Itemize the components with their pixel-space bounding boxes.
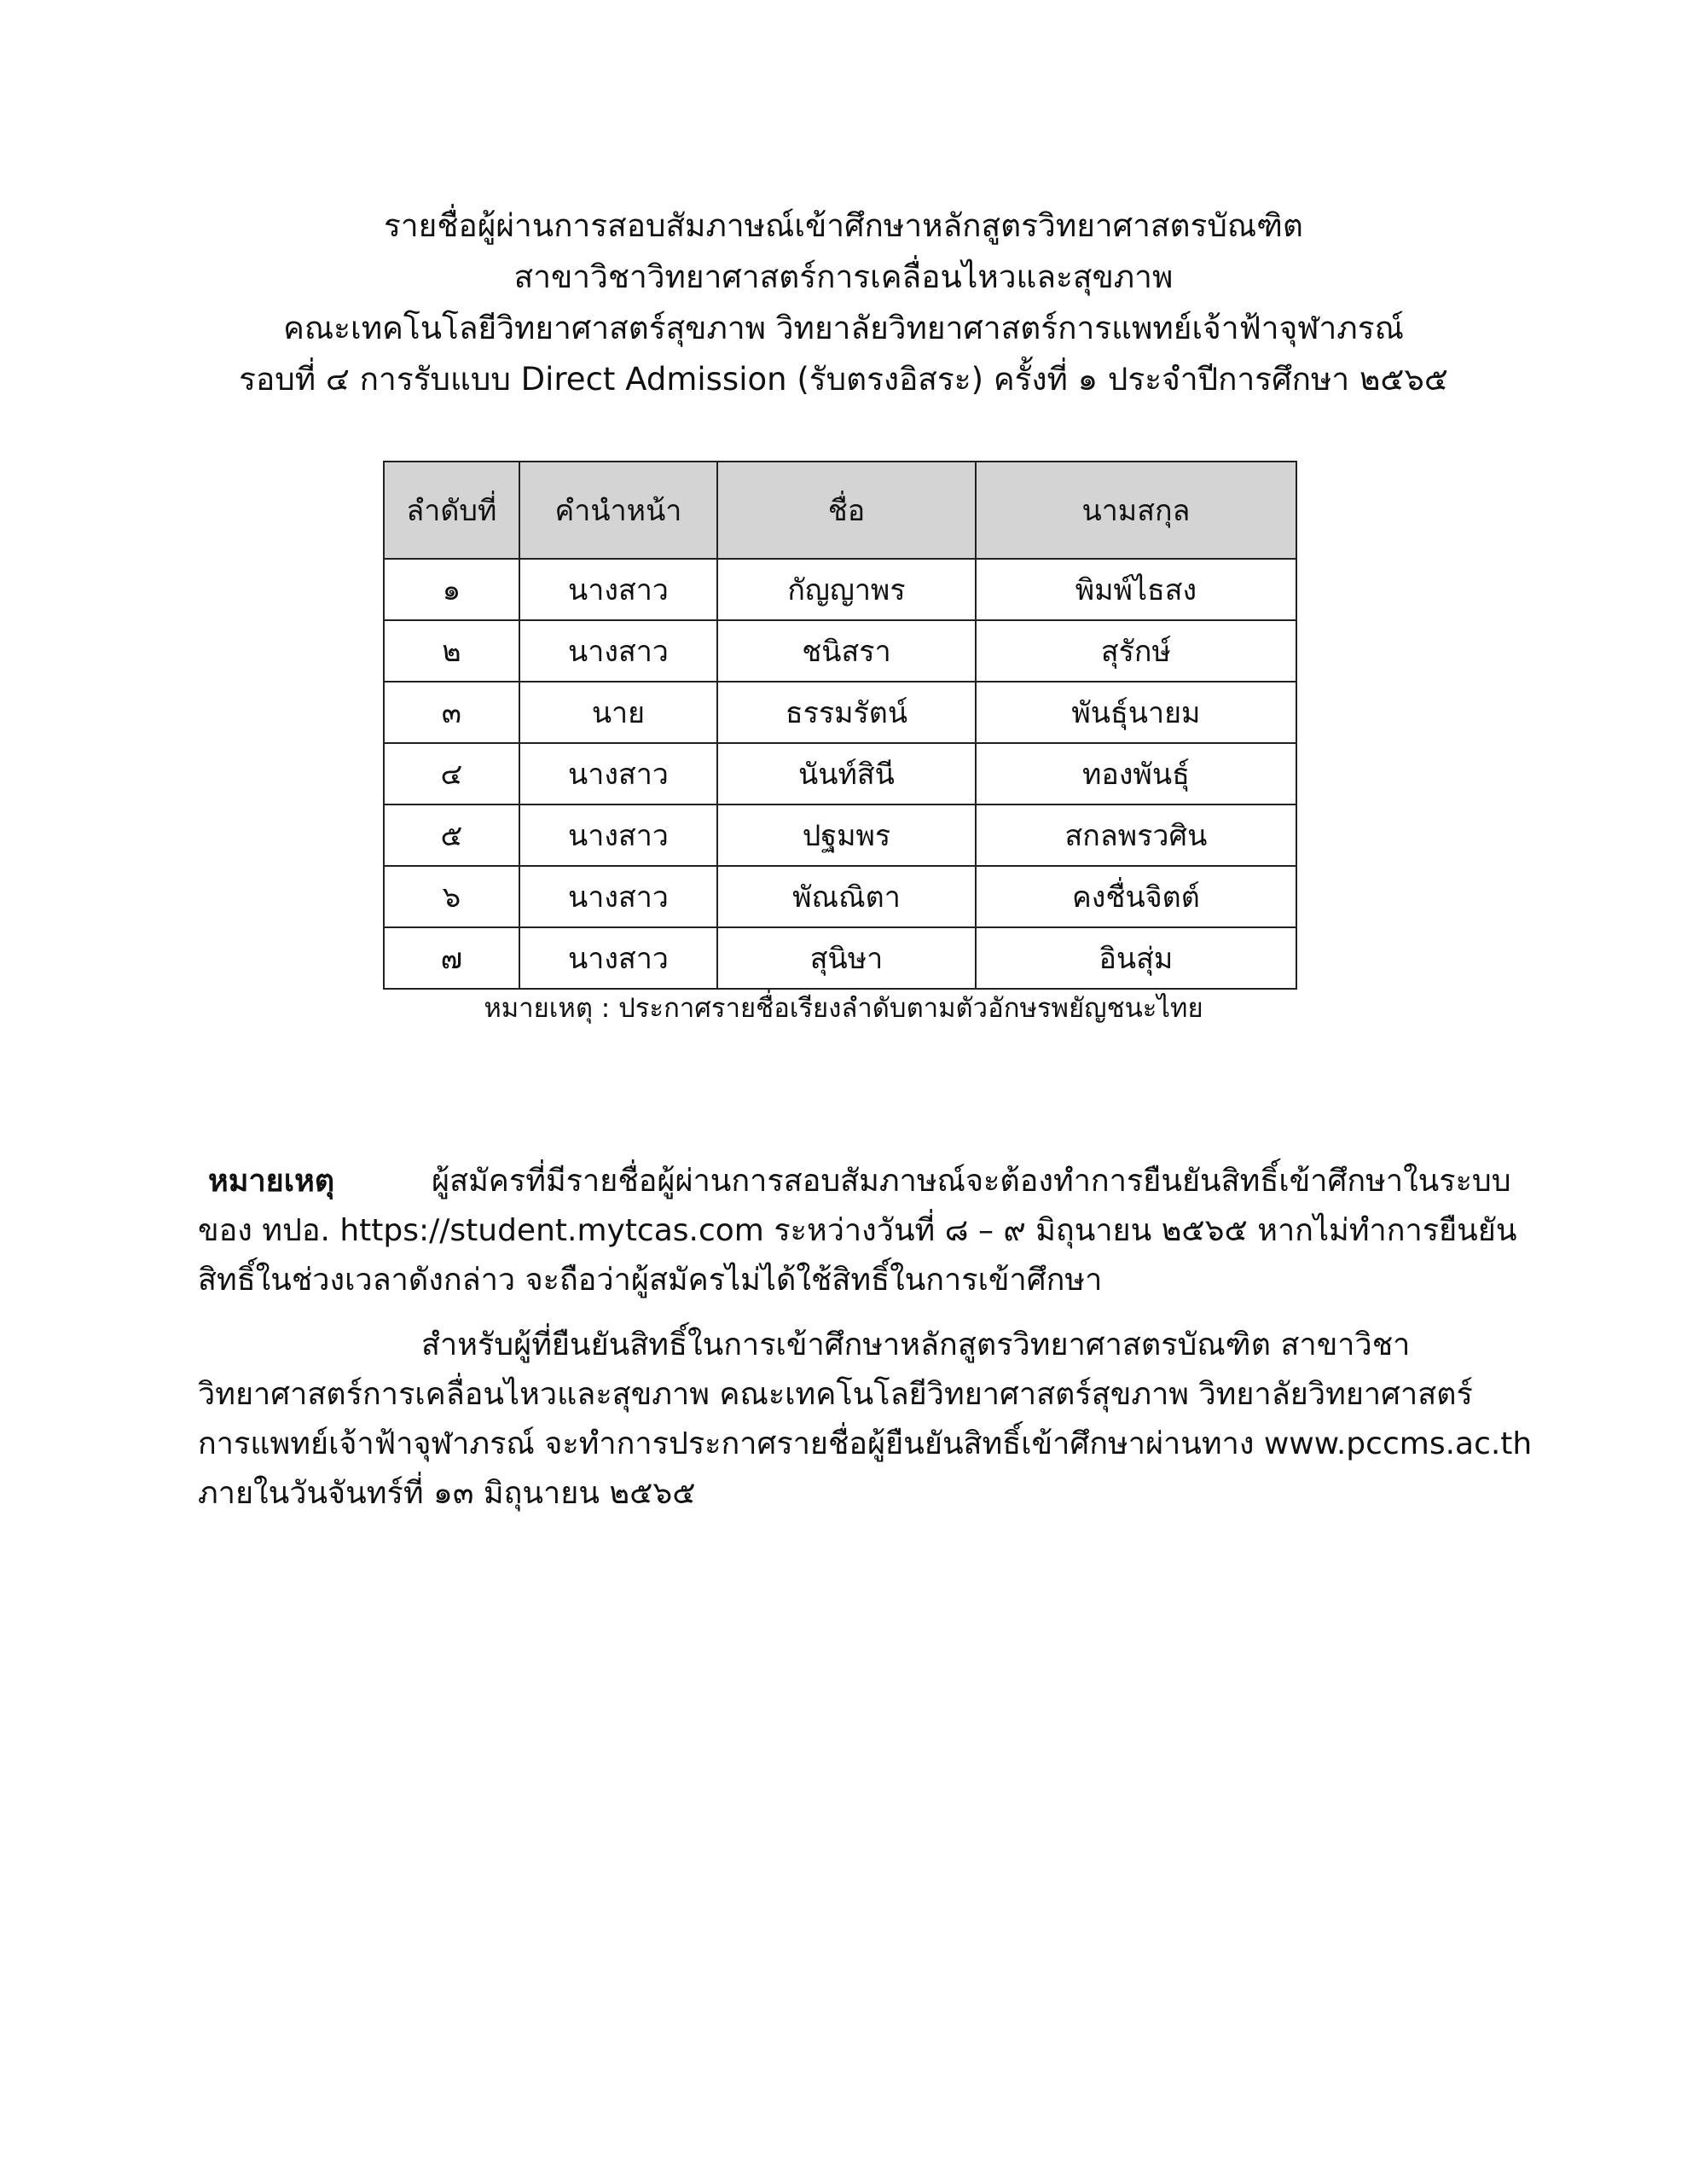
table-row bbox=[384, 927, 1296, 989]
cell-first-name: ธรรมรัตน์ bbox=[717, 682, 976, 743]
table-row bbox=[384, 804, 1296, 866]
remark-paragraph-2-line-3: การแพทย์เจ้าฟ้าจุฬาภรณ์ จะทำการประกาศรายชื่อผู้ยืนยันสิทธิ์เข้าศึกษาผ่านทาง www.pccms.ac.th bbox=[198, 1426, 1533, 1461]
cell-prefix: นางสาว bbox=[519, 559, 717, 620]
remark-paragraph-1-line-1 bbox=[198, 1157, 1511, 1206]
cell-first-name: นันท์สินี bbox=[717, 743, 976, 804]
cell-order: ๓ bbox=[384, 682, 519, 743]
cell-order: ๔ bbox=[384, 743, 519, 804]
column-header-last-name: นามสกุล bbox=[976, 462, 1296, 559]
table-row bbox=[384, 620, 1296, 682]
cell-first-name: ชนิสรา bbox=[717, 620, 976, 682]
cell-prefix: นางสาว bbox=[519, 866, 717, 927]
title-line-2: สาขาวิชาวิทยาศาสตร์การเคลื่อนไหวและสุขภาพ bbox=[513, 258, 1174, 295]
table-row bbox=[384, 682, 1296, 743]
cell-prefix: นางสาว bbox=[519, 804, 717, 866]
title-line-1: รายชื่อผู้ผ่านการสอบสัมภาษณ์เข้าศึกษาหลักสูตรวิทยาศาสตรบัณฑิต bbox=[384, 207, 1303, 244]
cell-order: ๕ bbox=[384, 804, 519, 866]
table-row bbox=[384, 866, 1296, 927]
cell-first-name: สุนิษา bbox=[717, 927, 976, 989]
table-footnote: หมายเหตุ : ประกาศรายชื่อเรียงลำดับตามตัวอักษรพยัญชนะไทย bbox=[484, 993, 1203, 1024]
remark-paragraph-2-line-4: ภายในวันจันทร์ที่ ๑๓ มิถุนายน ๒๕๖๕ bbox=[198, 1476, 696, 1511]
remark-paragraph-2-line-1: สำหรับผู้ที่ยืนยันสิทธิ์ในการเข้าศึกษาหลักสูตรวิทยาศาสตรบัณฑิต สาขาวิชา bbox=[421, 1327, 1411, 1362]
cell-prefix: นางสาว bbox=[519, 927, 717, 989]
cell-prefix: นางสาว bbox=[519, 743, 717, 804]
title-line-4: รอบที่ ๔ การรับแบบ Direct Admission (รับตรงอิสระ) ครั้งที่ ๑ ประจำปีการศึกษา ๒๕๖๕ bbox=[239, 361, 1448, 398]
cell-last-name: พิมพ์ไธสง bbox=[976, 559, 1296, 620]
remark-paragraph-1-line-3: สิทธิ์ในช่วงเวลาดังกล่าว จะถือว่าผู้สมัครไม่ได้ใช้สิทธิ์ในการเข้าศึกษา bbox=[198, 1263, 1103, 1298]
cell-last-name: อินสุ่ม bbox=[976, 927, 1296, 989]
remark-paragraph-2-line-2: วิทยาศาสตร์การเคลื่อนไหวและสุขภาพ คณะเทคโนโลยีวิทยาศาสตร์สุขภาพ วิทยาลัยวิทยาศาสตร์ bbox=[198, 1377, 1473, 1412]
cell-order: ๗ bbox=[384, 927, 519, 989]
cell-prefix: นาย bbox=[519, 682, 717, 743]
cell-order: ๒ bbox=[384, 620, 519, 682]
column-header-prefix: คำนำหน้า bbox=[519, 462, 717, 559]
cell-last-name: สุรักษ์ bbox=[976, 620, 1296, 682]
cell-last-name: สกลพรวศิน bbox=[976, 804, 1296, 866]
cell-last-name: พันธุ์นายม bbox=[976, 682, 1296, 743]
cell-order: ๖ bbox=[384, 866, 519, 927]
table-header-row bbox=[384, 462, 1296, 559]
title-line-3: คณะเทคโนโลยีวิทยาศาสตร์สุขภาพ วิทยาลัยวิทยาศาสตร์การแพทย์เจ้าฟ้าจุฬาภรณ์ bbox=[283, 310, 1404, 346]
column-header-first-name: ชื่อ bbox=[717, 462, 976, 559]
cell-prefix: นางสาว bbox=[519, 620, 717, 682]
remark-paragraph-1-line-2: ของ ทปอ. https://student.mytcas.com ระหว่างวันที่ ๘ – ๙ มิถุนายน ๒๕๖๕ หากไม่ทำการยืนยัน bbox=[198, 1213, 1517, 1248]
admission-results-table bbox=[383, 461, 1297, 990]
cell-first-name: พัณณิตา bbox=[717, 866, 976, 927]
cell-first-name: กัญญาพร bbox=[717, 559, 976, 620]
cell-first-name: ปฐมพร bbox=[717, 804, 976, 866]
cell-last-name: คงชื่นจิตต์ bbox=[976, 866, 1296, 927]
column-header-order: ลำดับที่ bbox=[384, 462, 519, 559]
cell-last-name: ทองพันธุ์ bbox=[976, 743, 1296, 804]
remark-label: หมายเหตุ bbox=[208, 1164, 335, 1199]
cell-order: ๑ bbox=[384, 559, 519, 620]
remark-text: ผู้สมัครที่มีรายชื่อผู้ผ่านการสอบสัมภาษณ์จะต้องทำการยืนยันสิทธิ์เข้าศึกษาในระบบ bbox=[432, 1164, 1511, 1199]
table-row bbox=[384, 743, 1296, 804]
table-row bbox=[384, 559, 1296, 620]
